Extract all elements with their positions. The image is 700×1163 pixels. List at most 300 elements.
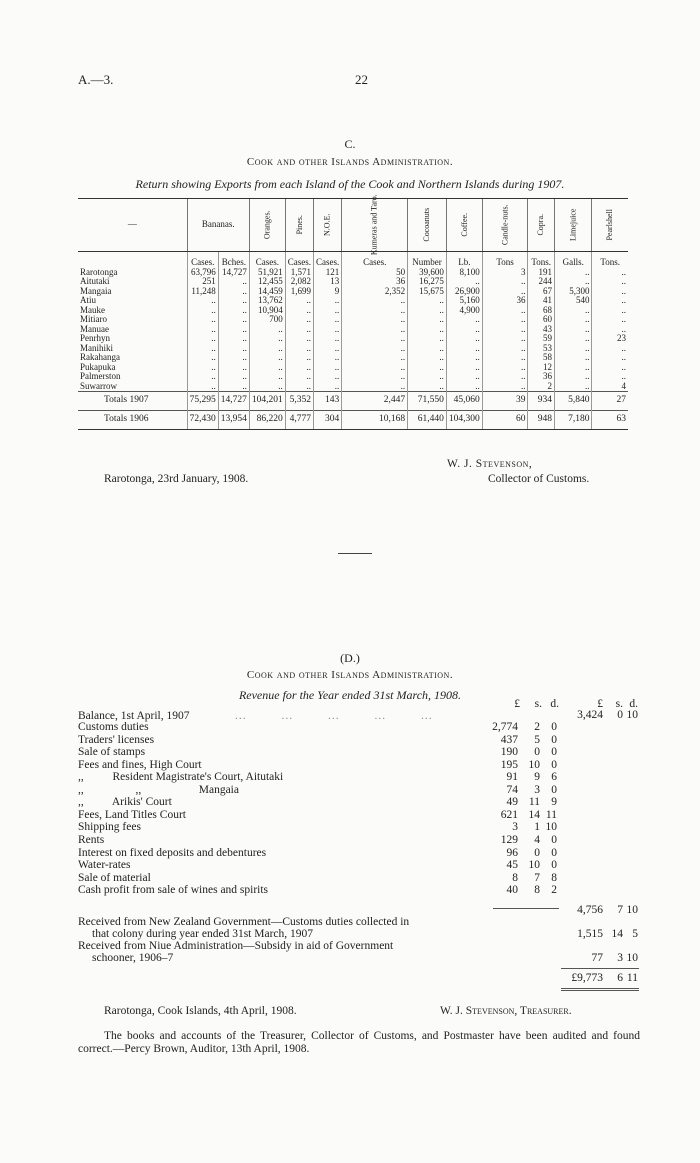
unit-cell: Tons. (528, 252, 555, 268)
export-value: .. (285, 306, 313, 316)
export-value: 121 (314, 268, 342, 278)
export-value: .. (342, 382, 408, 392)
export-value: .. (446, 315, 482, 325)
island-name: Atiu (80, 295, 97, 305)
section-d-title: Cook and other Islands Administration. (246, 669, 454, 681)
col-head-candlenuts: Candle-nuts. (482, 199, 528, 252)
export-value: 2,447 (342, 392, 408, 411)
export-value: 13 (314, 277, 342, 287)
export-value: .. (187, 363, 218, 373)
export-value: 4 (592, 382, 628, 392)
revenue-item-pence: 0 (551, 758, 557, 771)
balance-shillings: 0 (617, 709, 623, 721)
revenue-item-pounds: 74 (506, 783, 518, 796)
export-value: .. (408, 363, 447, 373)
export-value: 5,352 (285, 392, 313, 411)
revenue-item-shillings: 4 (534, 833, 540, 846)
export-value: .. (285, 363, 313, 373)
total-rule-bottom-1 (561, 988, 639, 989)
export-value: .. (446, 334, 482, 344)
export-value: 26,900 (446, 287, 482, 297)
export-value: 59 (528, 334, 555, 344)
export-value: 11,248 (187, 287, 218, 297)
revenue-item-pounds: 621 (500, 808, 518, 821)
island-name: Palmerston (80, 371, 121, 381)
col-head-oranges: Oranges. (249, 199, 285, 252)
revenue-item-pounds: 45 (506, 859, 518, 872)
section-c-title: Cook and other Islands Administration. (246, 156, 454, 168)
section-c-letter: C. (344, 137, 356, 151)
export-value: .. (187, 315, 218, 325)
export-value: 700 (249, 315, 285, 325)
export-value: .. (446, 382, 482, 392)
totals-1906-row (78, 410, 628, 430)
unit-cell: Number (408, 252, 447, 268)
export-value: .. (285, 382, 313, 392)
export-value: .. (249, 334, 285, 344)
export-value: 58 (528, 353, 555, 363)
export-value: .. (249, 363, 285, 373)
export-value: 5,300 (555, 287, 592, 297)
exports-header-row (78, 199, 628, 252)
island-name: Rarotonga (80, 266, 118, 277)
export-value: .. (218, 277, 249, 287)
export-value: .. (555, 315, 592, 325)
export-value: .. (592, 306, 628, 316)
island-name: Suwarrow (80, 380, 117, 391)
export-value: 3 (482, 268, 528, 278)
export-value: .. (482, 353, 528, 363)
export-value: 14,459 (249, 287, 285, 297)
export-value: .. (342, 353, 408, 363)
revenue-item-pence: 0 (551, 721, 557, 733)
export-value: .. (285, 334, 313, 344)
island-name: Pukapuka (80, 361, 116, 372)
export-value: .. (187, 372, 218, 382)
export-value: .. (314, 353, 342, 363)
export-value: 71,550 (408, 392, 447, 411)
export-value: .. (482, 372, 528, 382)
island-name: Rakahanga (80, 352, 120, 362)
export-value: 104,201 (249, 392, 285, 411)
export-value: .. (187, 325, 218, 335)
unit-cell: Cases. (187, 252, 218, 268)
export-value: 36 (528, 372, 555, 382)
nz-shillings: 14 (611, 928, 623, 940)
revenue-item-pence: 0 (551, 733, 557, 746)
col-head-bananas: Bananas. (187, 199, 249, 252)
unit-cell: Cases. (342, 252, 408, 268)
export-value: .. (482, 325, 528, 335)
col-head-pence-2: d. (629, 698, 638, 710)
export-value: 45,060 (446, 392, 482, 411)
revenue-item-pounds: 3 (512, 821, 518, 834)
export-value: .. (592, 353, 628, 363)
revenue-item-label: Traders' licenses (78, 733, 155, 746)
revenue-item-shillings: 11 (528, 796, 540, 809)
unit-cell: Cases. (249, 252, 285, 268)
export-value: .. (482, 315, 528, 325)
col-head-pines: Pines. (285, 199, 313, 252)
total-pounds: £9,773 (571, 972, 603, 984)
export-value: 244 (528, 277, 555, 287)
export-value: .. (592, 363, 628, 373)
revenue-item-shillings: 0 (534, 746, 540, 759)
export-value: 14,727 (218, 392, 249, 411)
island-name: Manuae (80, 323, 109, 334)
export-value: .. (314, 372, 342, 382)
export-value: .. (285, 344, 313, 354)
island-name: Mauke (80, 304, 105, 315)
export-value: .. (592, 372, 628, 382)
revenue-item-shillings: 14 (528, 808, 540, 821)
subtotal-rule (493, 908, 559, 909)
revenue-item-shillings: 5 (534, 733, 540, 746)
export-value: .. (249, 353, 285, 363)
export-value: 16,275 (408, 277, 447, 287)
nz-pounds: 1,515 (577, 928, 603, 940)
revenue-item-label: ,, ,, Mangaia (78, 783, 239, 796)
export-value: .. (187, 334, 218, 344)
revenue-item-pounds: 437 (500, 733, 518, 746)
nz-pence: 5 (632, 928, 638, 940)
revenue-item-shillings: 1 (534, 821, 540, 834)
island-name: Totals 1906 (78, 410, 187, 430)
export-value: .. (446, 277, 482, 287)
revenue-item-pence: 6 (551, 771, 557, 784)
export-value: 2 (528, 382, 555, 392)
total-rule-top (561, 968, 639, 969)
export-value: .. (555, 353, 592, 363)
revenue-item-pounds: 96 (506, 846, 518, 859)
col-head-cocoanuts: Cocoanuts (408, 199, 447, 252)
revenue-item-pounds: 8 (512, 871, 518, 884)
exports-table (78, 194, 628, 430)
export-value: .. (249, 372, 285, 382)
audit-note: The books and accounts of the Treasurer, Collector of Customs, and Postmaster have been audited and found correct.—Percy Brown, Auditor, 13th April, 1908. (78, 1030, 640, 1055)
revenue-item-pence: 8 (551, 871, 557, 884)
export-value: .. (314, 363, 342, 373)
section-c-place-date: Rarotonga, 23rd January, 1908. (104, 473, 249, 485)
export-value: .. (218, 363, 249, 373)
export-value: .. (314, 296, 342, 306)
export-value: .. (408, 296, 447, 306)
export-value: 86,220 (249, 410, 285, 430)
revenue-item-label: Interest on fixed deposits and debentures (78, 846, 267, 859)
unit-cell: Bches. (218, 252, 249, 268)
export-value: .. (218, 287, 249, 297)
export-value: .. (342, 363, 408, 373)
niue-line-1: Received from Niue Administration—Subsidy in aid of Government (78, 940, 394, 952)
subtotal-pounds: 4,756 (577, 904, 603, 916)
col-head-shillings-1: s. (534, 698, 542, 710)
export-value: .. (555, 277, 592, 287)
export-value: .. (446, 353, 482, 363)
export-value: 39,600 (408, 268, 447, 278)
export-value: 41 (528, 296, 555, 306)
export-value: .. (446, 363, 482, 373)
col-head-shillings-2: s. (615, 698, 623, 710)
export-value: .. (342, 306, 408, 316)
revenue-item-shillings: 7 (534, 871, 540, 884)
section-d-letter: (D.) (340, 651, 360, 665)
export-value: 2,082 (285, 277, 313, 287)
export-value: .. (482, 277, 528, 287)
export-value: .. (187, 344, 218, 354)
export-value: 10,168 (342, 410, 408, 430)
export-value: .. (446, 372, 482, 382)
island-name: Mitiaro (80, 314, 107, 324)
revenue-item-shillings: 10 (528, 859, 540, 872)
export-value: .. (187, 296, 218, 306)
revenue-item-pence: 11 (545, 808, 557, 821)
export-value: 251 (187, 277, 218, 287)
export-value: .. (446, 344, 482, 354)
export-value: .. (555, 372, 592, 382)
export-value: .. (408, 334, 447, 344)
export-value: 5,840 (555, 392, 592, 411)
total-shillings: 6 (617, 972, 623, 984)
export-value: 50 (342, 268, 408, 278)
export-value: .. (342, 296, 408, 306)
export-value: .. (218, 306, 249, 316)
section-c-signatory-title: Collector of Customs. (488, 473, 590, 485)
export-row (78, 372, 628, 382)
export-value: 12 (528, 363, 555, 373)
export-value: 36 (482, 296, 528, 306)
export-value: 12,455 (249, 277, 285, 287)
section-c-subtitle: Return showing Exports from each Island of the Cook and Northern Islands during 1907. (135, 177, 565, 191)
export-value: 43 (528, 325, 555, 335)
export-value: 948 (528, 410, 555, 430)
section-d-place-date: Rarotonga, Cook Islands, 4th April, 1908. (104, 1005, 297, 1017)
export-value: 8,100 (446, 268, 482, 278)
export-value: 2,352 (342, 287, 408, 297)
revenue-item-pounds: 91 (506, 771, 518, 784)
revenue-item-pounds: 195 (500, 758, 518, 771)
export-value: .. (342, 372, 408, 382)
col-head-pounds-2: £ (597, 698, 603, 710)
export-value: 1,699 (285, 287, 313, 297)
export-value: .. (592, 287, 628, 297)
export-value: 9 (314, 287, 342, 297)
export-value: .. (555, 382, 592, 392)
revenue-item-label: ,, Resident Magistrate's Court, Aitutaki (78, 771, 284, 784)
export-value: .. (592, 277, 628, 287)
export-value: 191 (528, 268, 555, 278)
export-value: .. (187, 353, 218, 363)
export-value: .. (342, 315, 408, 325)
revenue-item-pence: 2 (551, 884, 557, 897)
island-name: Aitutaki (80, 276, 110, 286)
revenue-item-label: Cash profit from sale of wines and spirits (78, 884, 269, 897)
export-value: .. (592, 315, 628, 325)
revenue-item-label: Fees, Land Titles Court (78, 808, 186, 821)
export-value: 75,295 (187, 392, 218, 411)
revenue-item-label: Rents (78, 833, 105, 846)
export-value: .. (314, 306, 342, 316)
page-number: 22 (355, 72, 368, 87)
subtotal-pence: 10 (626, 904, 638, 916)
revenue-item-pence: 9 (551, 796, 557, 809)
export-value: .. (314, 325, 342, 335)
revenue-item-label: Fees and fines, High Court (78, 758, 202, 771)
nz-line-2: that colony during year ended 31st March, 1907 (92, 928, 313, 940)
export-value: 104,300 (446, 410, 482, 430)
island-name: Totals 1907 (78, 392, 187, 411)
balance-pounds: 3,424 (577, 709, 603, 721)
section-c-signatory: W. J. Stevenson, (447, 458, 533, 470)
revenue-item-shillings: 9 (534, 771, 540, 784)
export-value: .. (218, 344, 249, 354)
export-value: 1,571 (285, 268, 313, 278)
subtotal-shillings: 7 (617, 904, 623, 916)
revenue-item-label: Sale of material (78, 871, 151, 884)
balance-label: Balance, 1st April, 1907 ... ... ... ... ... (78, 710, 433, 722)
export-value: 72,430 (187, 410, 218, 430)
niue-line-2: schooner, 1906–7 (92, 952, 174, 964)
units-row (78, 252, 628, 268)
export-value: .. (218, 296, 249, 306)
revenue-item-pence: 0 (551, 833, 557, 846)
export-value: 5,160 (446, 296, 482, 306)
export-value: .. (592, 344, 628, 354)
revenue-item-shillings: 0 (534, 846, 540, 859)
export-value: .. (342, 325, 408, 335)
nz-line-1: Received from New Zealand Government—Customs duties collected in (78, 916, 410, 928)
export-value: .. (555, 363, 592, 373)
island-name: Penrhyn (80, 333, 110, 343)
export-value: .. (314, 315, 342, 325)
export-value: .. (342, 334, 408, 344)
export-value: .. (555, 268, 592, 278)
export-value: 143 (314, 392, 342, 411)
revenue-item-pence: 0 (551, 846, 557, 859)
export-value: 13,954 (218, 410, 249, 430)
col-head-pounds-1: £ (514, 698, 520, 710)
page-reference: A.—3. (78, 72, 114, 87)
revenue-item-pence: 0 (551, 859, 557, 872)
totals-1907-row (78, 392, 628, 411)
unit-cell: Galls. (555, 252, 592, 268)
export-value: .. (314, 382, 342, 392)
export-value: 4,900 (446, 306, 482, 316)
export-value: .. (592, 325, 628, 335)
revenue-item-pence: 0 (551, 783, 557, 796)
col-head-pearlshell: Pearlshell (592, 199, 628, 252)
export-value: 36 (342, 277, 408, 287)
unit-cell: Tons (482, 252, 528, 268)
export-value: 14,727 (218, 268, 249, 278)
revenue-item-label: Shipping fees (78, 821, 141, 834)
unit-cell: Lb. (446, 252, 482, 268)
export-value: 60 (528, 315, 555, 325)
revenue-item-pounds: 129 (500, 833, 518, 846)
export-value: .. (314, 344, 342, 354)
revenue-item-shillings: 8 (534, 884, 540, 897)
export-value: .. (408, 315, 447, 325)
export-value: .. (482, 287, 528, 297)
export-row (78, 382, 628, 392)
revenue-item-shillings: 2 (534, 721, 540, 733)
export-value: 4,777 (285, 410, 313, 430)
export-value: .. (592, 268, 628, 278)
section-d-subtitle: Revenue for the Year ended 31st March, 1908. (238, 688, 462, 702)
revenue-item-shillings: 3 (534, 783, 540, 796)
total-rule-bottom-2 (561, 990, 639, 991)
section-divider (338, 553, 372, 554)
export-value: 10,904 (249, 306, 285, 316)
export-value: 23 (592, 334, 628, 344)
revenue-item-label: Customs duties (78, 721, 149, 733)
export-value: .. (408, 325, 447, 335)
export-value: 13,762 (249, 296, 285, 306)
export-value: 540 (555, 296, 592, 306)
export-value: .. (408, 353, 447, 363)
export-value: .. (314, 334, 342, 344)
export-value: .. (482, 382, 528, 392)
export-value: 15,675 (408, 287, 447, 297)
export-value: .. (285, 372, 313, 382)
export-value: .. (249, 382, 285, 392)
export-value: 27 (592, 392, 628, 411)
section-d-signatory: W. J. Stevenson, Treasurer. (440, 1005, 572, 1017)
export-value: .. (408, 344, 447, 354)
export-value: .. (555, 325, 592, 335)
export-value: 39 (482, 392, 528, 411)
export-value: .. (482, 363, 528, 373)
export-value: .. (218, 325, 249, 335)
export-value: .. (285, 325, 313, 335)
export-value: 63,796 (187, 268, 218, 278)
col-head-coffee: Coffee. (446, 199, 482, 252)
export-value: .. (285, 315, 313, 325)
niue-pence: 10 (626, 952, 638, 964)
export-value: 63 (592, 410, 628, 430)
export-value: 7,180 (555, 410, 592, 430)
export-value: .. (285, 296, 313, 306)
export-value: .. (187, 306, 218, 316)
total-pence: 11 (626, 972, 638, 984)
export-value: .. (482, 344, 528, 354)
export-value: 60 (482, 410, 528, 430)
col-head-noe: N.O.E. (314, 199, 342, 252)
col-head-pence-1: d. (550, 698, 559, 710)
revenue-item-pence: 0 (551, 746, 557, 759)
col-head-island: — (78, 199, 187, 252)
island-name: Manihiki (80, 342, 113, 353)
unit-cell: Cases. (314, 252, 342, 268)
export-value: .. (555, 306, 592, 316)
export-value: .. (555, 344, 592, 354)
revenue-item-pence: 10 (545, 821, 557, 834)
niue-pounds: 77 (591, 952, 603, 964)
export-value: 61,440 (408, 410, 447, 430)
revenue-item-label: ,, Arikis' Court (78, 796, 172, 809)
export-value: .. (249, 325, 285, 335)
unit-cell: Tons. (592, 252, 628, 268)
revenue-item-pounds: 40 (506, 884, 518, 897)
export-value: .. (408, 382, 447, 392)
export-value: 934 (528, 392, 555, 411)
export-value: .. (555, 334, 592, 344)
revenue-item-label: Water-rates (78, 859, 131, 872)
export-value: .. (446, 325, 482, 335)
col-head-copra: Copra. (528, 199, 555, 252)
export-value: 53 (528, 344, 555, 354)
export-value: .. (218, 382, 249, 392)
export-value: 304 (314, 410, 342, 430)
